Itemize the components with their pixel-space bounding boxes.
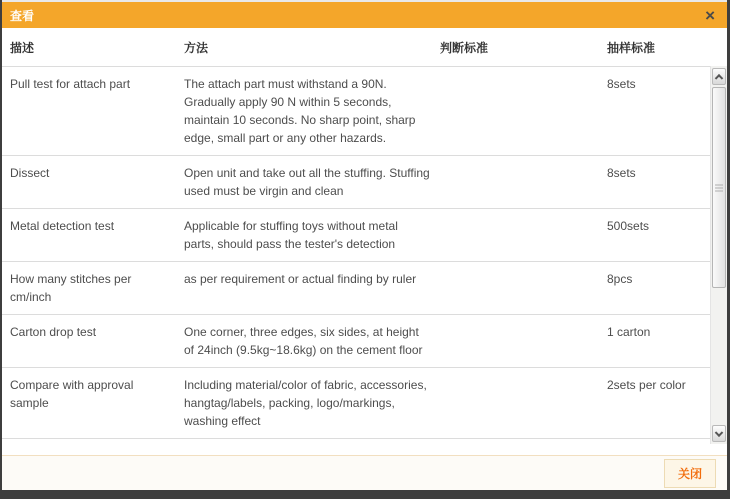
cell-method: Including material/color of fabric, accessories, hangtag/labels, packing, logo/markings, washing effect [184,378,427,428]
cell-method: One corner, three edges, six sides, at height of 24inch (9.5kg~18.6kg) on the cement floor [184,325,423,357]
column-header-judgment: 判断标准 [440,40,489,55]
table-header-row [2,28,727,66]
table-scroll-area [2,66,727,444]
cell-judgment [440,164,607,200]
cell-judgment [440,75,607,147]
cell-description: How many stitches per cm/inch [10,272,132,304]
cell-judgment [440,270,607,306]
cell-judgment [440,217,607,253]
cell-description: Pull test for attach part [10,77,131,91]
cell-judgment [440,376,607,430]
table-row [2,156,710,209]
cell-description: Compare with approval sample [10,378,134,410]
table-row [2,368,710,439]
dialog-title: 查看 [10,8,35,23]
dialog-titlebar [2,2,727,28]
close-button[interactable]: 关闭 [664,459,716,488]
close-icon[interactable]: × [705,5,715,25]
chevron-up-icon [715,73,723,81]
cell-judgment [440,323,607,359]
column-header-description: 描述 [10,40,35,55]
cell-sampling: 2sets per color [607,378,686,392]
table-row [2,67,710,156]
cell-description: Dissect [10,166,50,180]
scrollbar-thumb[interactable] [712,87,726,288]
cell-description: Metal detection test [10,219,115,233]
cell-method: The attach part must withstand a 90N. Gradually apply 90 N within 5 seconds, maintain 10 seconds. No sharp point, sharp edge, small part or any other hazards. [184,77,416,145]
cell-sampling: 8pcs [607,272,633,286]
chevron-down-icon [715,428,723,436]
table-body [2,66,710,444]
table-row [2,262,710,315]
column-header-sampling: 抽样标准 [607,40,656,55]
cell-sampling: 500sets [607,219,650,233]
table-row [2,315,710,368]
cell-method: as per requirement or actual finding by ruler [184,272,417,286]
cell-method: Open unit and take out all the stuffing. Stuffing used must be virgin and clean [184,166,430,198]
cell-description: Carton drop test [10,325,97,339]
cell-sampling: 8sets [607,77,636,91]
scrollbar-down-button[interactable] [712,425,726,442]
table-row [2,209,710,262]
view-dialog [2,2,727,490]
footer-gap [2,444,727,455]
scrollbar-up-button[interactable] [712,68,726,85]
vertical-scrollbar[interactable] [710,66,727,444]
cell-sampling: 1 carton [607,325,651,339]
column-header-method: 方法 [184,40,209,55]
cell-method: Applicable for stuffing toys without metal parts, should pass the tester's detection [184,219,398,251]
cell-sampling: 8sets [607,166,636,180]
scrollbar-grip-icon [715,184,723,191]
dialog-footer [2,455,727,490]
